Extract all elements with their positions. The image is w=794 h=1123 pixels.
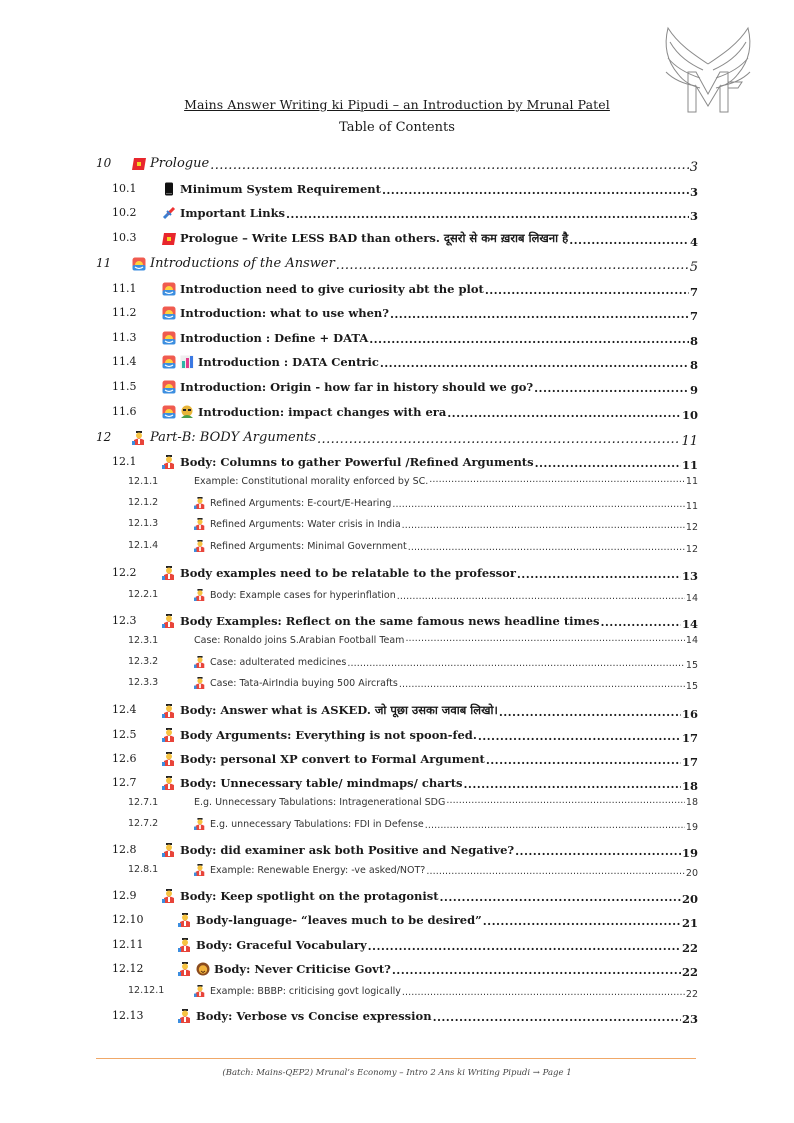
toc-entry-page: 19 — [685, 822, 698, 833]
dot-leader — [347, 658, 685, 669]
toc-entry-page: 3 — [689, 209, 698, 223]
toc-entry-number: 12 — [96, 430, 112, 444]
dot-leader — [426, 866, 685, 877]
toc-entry-title: Refined Arguments: Water crisis in India — [210, 518, 401, 530]
teacher-icon — [194, 540, 206, 552]
dot-leader — [210, 158, 689, 173]
teacher-icon — [162, 455, 176, 469]
toc-entry-link[interactable] — [178, 938, 367, 952]
toc-entry-number: 12.8 — [112, 843, 137, 856]
toc-entry-page: 11 — [681, 433, 698, 449]
dot-leader — [535, 456, 681, 470]
toc-entry-page: 7 — [689, 309, 698, 323]
dot-leader — [336, 258, 689, 273]
teacher-icon — [162, 776, 176, 790]
toc-entry-number: 10 — [96, 156, 112, 170]
page-footer: (Batch: Mains-QEP2) Mrunal’s Economy – Intro 2 Ans ki Writing Pipudi → Page 1 — [222, 1068, 572, 1078]
teacher-icon — [178, 962, 192, 976]
toc-entry-title: Body: Unnecessary table/ mindmaps/ charts — [180, 776, 463, 790]
dot-leader — [382, 183, 689, 197]
sunrise-icon — [162, 306, 176, 320]
toc-entry-title: Body-language- “leaves much to be desired” — [196, 913, 482, 927]
dot-leader — [483, 914, 681, 928]
dot-leader — [286, 207, 689, 221]
toc-entry-number: 12.3.1 — [128, 635, 159, 646]
teacher-icon — [162, 752, 176, 766]
mobile-phone-icon — [162, 182, 176, 196]
toc-entry-link[interactable] — [162, 182, 381, 196]
toc-entry-number: 12.12.1 — [128, 985, 165, 996]
toc-entry-number: 11.3 — [112, 331, 137, 344]
toc-entry-title: Introduction : Define + DATA — [180, 331, 369, 345]
toc-entry-title: Body Arguments: Everything is not spoon-fed. — [180, 728, 477, 742]
document-title: Mains Answer Writing ki Pipudi – an Introduction by Mrunal Patel — [184, 97, 610, 112]
toc-entry-number: 11.1 — [112, 282, 137, 295]
toc-entry-page: 8 — [689, 334, 698, 348]
teacher-icon — [162, 566, 176, 580]
teacher-icon — [162, 843, 176, 857]
dot-leader — [517, 567, 681, 581]
toc-entry-page: 7 — [689, 285, 698, 299]
bar-chart-icon — [180, 355, 194, 369]
toc-entry-title: E.g. Unnecessary Tabulations: Intragenerational SDG — [194, 797, 446, 808]
toc-entry-title: Introduction: impact changes with era — [198, 405, 447, 419]
sunrise-icon — [162, 355, 176, 369]
toc-entry-page: 9 — [689, 383, 698, 397]
toc-entry-link[interactable] — [194, 589, 396, 601]
toc-entry-number: 12.2 — [112, 566, 137, 579]
toc-entry-page: 4 — [689, 234, 698, 249]
toc-entry-number: 12.11 — [112, 938, 144, 951]
toc-entry-title: Important Links — [180, 206, 286, 220]
dot-leader — [402, 520, 685, 531]
dot-leader — [397, 591, 685, 602]
toc-entry-page: 18 — [685, 797, 698, 808]
teacher-icon — [194, 677, 206, 689]
toc-entry-title: Body: Example cases for hyperinflation — [210, 589, 396, 601]
teacher-icon — [194, 818, 206, 830]
toc-entry-title: Example: Renewable Energy: -ve asked/NOT? — [210, 864, 426, 876]
dot-leader — [368, 939, 681, 953]
toc-entry-title: Body Examples: Reflect on the same famous news headline times — [180, 614, 600, 628]
dot-leader — [392, 499, 685, 510]
dot-leader — [569, 233, 689, 247]
toc-entry-page: 11 — [681, 458, 698, 472]
toc-entry-page: 18 — [681, 779, 698, 793]
toc-entry-number: 12.1.3 — [128, 518, 159, 529]
dot-leader — [408, 542, 685, 553]
toc-entry-number: 12.8.1 — [128, 864, 159, 875]
toc-entry-number: 11.5 — [112, 380, 137, 393]
toc-entry-title: Introduction : DATA Centric — [198, 355, 379, 369]
toc-entry-link[interactable] — [162, 380, 533, 394]
dot-leader — [440, 890, 681, 904]
toc-entry-page: 17 — [681, 755, 698, 769]
toc-entry-link[interactable] — [194, 797, 445, 808]
toc-entry-title: Body examples need to be relatable to the professor — [180, 566, 516, 580]
toc-entry-number: 11.2 — [112, 306, 137, 319]
dot-leader — [399, 679, 685, 690]
toc-entry-link[interactable] — [194, 985, 401, 997]
teacher-icon — [132, 431, 146, 445]
toc-entry-link[interactable] — [132, 156, 209, 171]
toc-entry-page: 20 — [681, 892, 698, 906]
toc-entry-link[interactable] — [162, 776, 463, 790]
toc-entry-number: 12.7.2 — [128, 818, 159, 829]
toc-entry-link[interactable] — [162, 282, 484, 296]
toc-entry-link[interactable] — [162, 843, 514, 857]
teacher-icon — [194, 518, 206, 530]
dot-leader — [447, 406, 681, 420]
toc-entry-number: 12.2.1 — [128, 589, 159, 600]
toc-entry-title: Body: personal XP convert to Formal Argument — [180, 752, 485, 766]
toc-entry-title: E.g. unnecessary Tabulations: FDI in Defense — [210, 818, 424, 830]
toc-entry-title: Introductions of the Answer — [150, 256, 335, 271]
toc-entry-number: 12.1.1 — [128, 476, 159, 487]
toc-entry-title: Example: Constitutional morality enforced by SC. — [194, 476, 429, 487]
toc-entry-link[interactable] — [162, 355, 379, 369]
toc-entry-title: Case: Ronaldo joins S.Arabian Football Team — [194, 635, 405, 646]
toc-entry-title: Body: Graceful Vocabulary — [196, 938, 367, 952]
teacher-icon — [178, 938, 192, 952]
toc-entry-page: 5 — [689, 259, 698, 275]
toc-entry-link[interactable] — [162, 405, 446, 419]
toc-entry-page: 14 — [685, 593, 698, 604]
toc-entry-number: 11.6 — [112, 405, 137, 418]
toc-entry-page: 13 — [681, 569, 698, 583]
dot-leader — [485, 283, 689, 297]
dot-leader — [369, 332, 689, 346]
toc-entry-title: Minimum System Requirement — [180, 182, 381, 196]
teacher-icon — [162, 704, 176, 718]
toc-entry-number: 12.1.4 — [128, 540, 159, 551]
toc-entry-number: 12.3.2 — [128, 656, 159, 667]
toc-entry-link[interactable] — [162, 889, 439, 903]
toc-entry-link[interactable] — [162, 703, 498, 718]
toc-entry-title: Introduction: what to use when? — [180, 306, 389, 320]
toc-entry-page: 19 — [681, 846, 698, 860]
dot-leader — [392, 963, 681, 977]
toc-entry-title: Refined Arguments: E-court/E-Hearing — [210, 497, 392, 509]
toc-entry-title: Body: did examiner ask both Positive and Negative? — [180, 843, 515, 857]
lion-icon — [196, 962, 210, 976]
toc-entry-link[interactable] — [194, 476, 428, 487]
teacher-icon — [194, 656, 206, 668]
toc-entry-number: 12.6 — [112, 752, 137, 765]
teacher-icon — [178, 913, 192, 927]
toc-entry-link[interactable] — [162, 206, 285, 220]
sunrise-icon — [132, 257, 146, 271]
sunrise-icon — [162, 331, 176, 345]
toc-entry-title: Example: BBBP: criticising govt logically — [210, 985, 401, 997]
red-square-icon — [132, 157, 146, 171]
sunrise-icon — [162, 282, 176, 296]
dot-leader — [464, 777, 681, 791]
teacher-icon — [194, 864, 206, 876]
dot-leader — [515, 844, 681, 858]
toc-entry-title: Body: Answer what is ASKED. जो पूछा उसका जवाब लिखो। — [180, 703, 498, 717]
toc-entry-title: Body: Verbose vs Concise expression — [196, 1009, 432, 1023]
teacher-icon — [178, 1009, 192, 1023]
dot-leader — [499, 705, 681, 719]
toc-entry-title: Body: Never Criticise Govt? — [214, 962, 391, 976]
dot-leader — [446, 795, 685, 806]
toc-entry-title: Case: Tata-AirIndia buying 500 Aircrafts — [210, 677, 398, 689]
toc-entry-number: 12.4 — [112, 703, 137, 716]
dot-leader — [405, 633, 684, 644]
toc-entry-page: 22 — [685, 989, 698, 1000]
toc-entry-link[interactable] — [194, 818, 424, 830]
dot-leader — [486, 753, 681, 767]
toc-entry-page: 21 — [681, 916, 698, 930]
toc-entry-link[interactable] — [194, 656, 346, 668]
sunrise-icon — [162, 405, 176, 419]
toc-entry-link[interactable] — [194, 635, 404, 646]
dot-leader — [429, 474, 685, 485]
toc-entry-number: 10.2 — [112, 206, 137, 219]
toc-entry-link[interactable] — [194, 864, 425, 876]
toc-entry-title: Body: Columns to gather Powerful /Refined Arguments — [180, 455, 534, 469]
dot-leader — [478, 729, 681, 743]
toc-entry-link[interactable] — [178, 1009, 432, 1023]
toc-entry-page: 22 — [681, 965, 698, 979]
toc-entry-link[interactable] — [194, 497, 391, 509]
dot-leader — [402, 987, 685, 998]
toc-entry-link[interactable] — [162, 306, 389, 320]
footer-divider — [96, 1058, 696, 1059]
toc-entry-number: 12.3 — [112, 614, 137, 627]
toc-entry-page: 12 — [685, 522, 698, 533]
toc-entry-page: 3 — [689, 185, 698, 199]
toc-entry-title: Case: adulterated medicines — [210, 656, 347, 668]
toc-entry-number: 12.9 — [112, 889, 137, 902]
toc-entry-title: Refined Arguments: Minimal Government — [210, 540, 407, 552]
dot-leader — [317, 432, 680, 447]
toc-entry-page: 16 — [681, 706, 698, 721]
toc-entry-title: Prologue – Write LESS BAD than others. दूसरो से कम ख़राब लिखना है — [180, 231, 569, 245]
dot-leader — [390, 307, 689, 321]
toc-entry-number: 10.3 — [112, 231, 137, 244]
toc-entry-link[interactable] — [194, 518, 401, 530]
toc-entry-number: 10.1 — [112, 182, 137, 195]
dot-leader — [433, 1010, 681, 1024]
toc-entry-page: 20 — [685, 868, 698, 879]
teacher-icon — [194, 497, 206, 509]
toc-entry-link[interactable] — [132, 430, 316, 445]
toc-entry-link[interactable] — [162, 752, 485, 766]
toc-entry-page: 22 — [681, 941, 698, 955]
teacher-icon — [162, 728, 176, 742]
toc-entry-page: 17 — [681, 731, 698, 745]
toc-entry-page: 14 — [681, 617, 698, 631]
toc-entry-number: 12.3.3 — [128, 677, 159, 688]
toc-entry-page: 15 — [685, 681, 698, 692]
toc-entry-page: 14 — [685, 635, 698, 646]
dot-leader — [600, 615, 681, 629]
dot-leader — [534, 381, 689, 395]
toc-entry-title: Introduction need to give curiosity abt the plot — [180, 282, 484, 296]
toc-entry-link[interactable] — [132, 256, 335, 271]
dot-leader — [380, 356, 689, 370]
toc-entry-link[interactable] — [194, 540, 407, 552]
toc-entry-link[interactable] — [162, 331, 368, 345]
toc-entry-page: 11 — [685, 476, 698, 487]
toc-entry-number: 12.10 — [112, 913, 144, 926]
toc-entry-page: 8 — [689, 358, 698, 372]
toc-entry-link[interactable] — [178, 913, 482, 927]
toc-entry-link[interactable] — [162, 455, 534, 469]
teacher-icon — [162, 889, 176, 903]
toc-entry-link[interactable] — [162, 614, 599, 628]
teacher-icon — [194, 985, 206, 997]
toc-entry-link[interactable] — [162, 231, 568, 246]
toc-entry-title: Body: Keep spotlight on the protagonist — [180, 889, 439, 903]
toc-entry-number: 12.12 — [112, 962, 144, 975]
toc-entry-page: 23 — [681, 1012, 698, 1026]
toc-entry-link[interactable] — [194, 677, 398, 689]
zombie-icon — [180, 405, 194, 419]
toc-entry-number: 12.13 — [112, 1009, 144, 1022]
toc-entry-title: Part-B: BODY Arguments — [150, 430, 316, 445]
toc-entry-number: 12.1.2 — [128, 497, 159, 508]
toc-entry-link[interactable] — [178, 962, 391, 976]
toc-entry-link[interactable] — [162, 566, 516, 580]
link-icon — [162, 206, 176, 220]
toc-entry-page: 10 — [681, 408, 698, 422]
toc-entry-page: 3 — [689, 159, 698, 175]
teacher-icon — [194, 589, 206, 601]
toc-entry-title: Introduction: Origin - how far in history should we go? — [180, 380, 534, 394]
teacher-icon — [162, 614, 176, 628]
toc-entry-page: 15 — [685, 660, 698, 671]
toc-entry-number: 12.7.1 — [128, 797, 159, 808]
toc-entry-title: Prologue — [150, 156, 210, 171]
dot-leader — [425, 820, 685, 831]
toc-entry-number: 11 — [96, 256, 112, 270]
toc-entry-number: 11.4 — [112, 355, 137, 368]
toc-entry-number: 12.5 — [112, 728, 137, 741]
toc-heading: Table of Contents — [339, 120, 455, 135]
toc-entry-page: 12 — [685, 544, 698, 555]
sunrise-icon — [162, 380, 176, 394]
toc-entry-number: 12.7 — [112, 776, 137, 789]
toc-entry-number: 12.1 — [112, 455, 137, 468]
red-square-icon — [162, 232, 176, 246]
toc-entry-page: 11 — [685, 501, 698, 512]
toc-entry-link[interactable] — [162, 728, 477, 742]
